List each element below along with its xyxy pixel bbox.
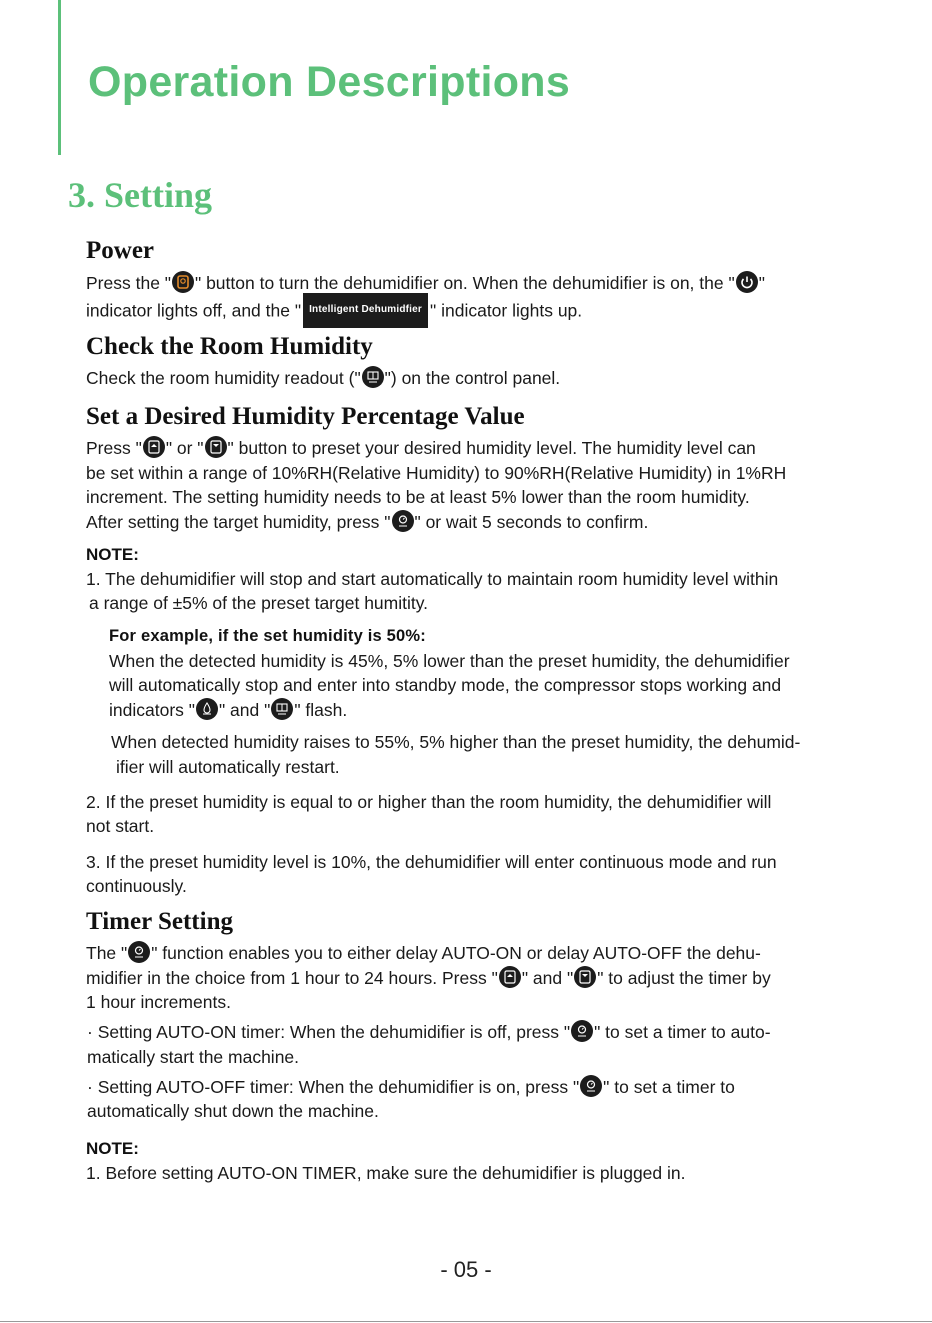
timer-line-3: 1 hour increments. xyxy=(86,992,231,1012)
power-line-1: Press the " " button to turn the dehumidifier on. When the dehumidifier is on, the " " xyxy=(86,273,765,293)
set-line-3: increment. The setting humidity needs to be at least 5% lower than the room humidity. xyxy=(86,487,750,507)
check-heading: Check the Room Humidity xyxy=(86,333,373,360)
page-title: Operation Descriptions xyxy=(88,58,571,106)
example-line-3: indicators " " and " " flash. xyxy=(109,700,348,720)
page-number: - 05 - xyxy=(440,1257,492,1282)
bottom-rule xyxy=(0,1321,932,1322)
power-indicator-icon xyxy=(736,271,758,293)
note-item-1-line-1: 1. The dehumidifier will stop and start automatically to maintain room humidity level within xyxy=(86,569,779,589)
timer-line-2: midifier in the choice from 1 hour to 24 hours. Press " " and " " to adjust the timer by xyxy=(86,968,771,988)
down-arrow-icon xyxy=(574,966,596,988)
note-item-1-line-2: a range of ±5% of the preset target humitity. xyxy=(89,593,429,613)
power-line-2: indicator lights off, and the " Intelligent Dehumidfier " indicator lights up. xyxy=(86,296,582,328)
set-line-2: be set within a range of 10%RH(Relative Humidity) to 90%RH(Relative Humidity) in 1%RH xyxy=(86,463,787,483)
timer-icon xyxy=(571,1020,593,1042)
note-2-item-1: 1. Before setting AUTO-ON TIMER, make sure the dehumidifier is plugged in. xyxy=(86,1163,686,1183)
note-item-2-line-1: 2. If the preset humidity is equal to or higher than the room humidity, the dehumidifier will xyxy=(86,792,772,812)
dehumidify-mode-icon xyxy=(196,698,218,720)
timer-line-1: The " " function enables you to either delay AUTO-ON or delay AUTO-OFF the dehu- xyxy=(86,943,761,963)
note-label-2: NOTE: xyxy=(86,1139,139,1158)
intelligent-dehumidifier-indicator: Intelligent Dehumidfier xyxy=(303,293,428,328)
note-label: NOTE: xyxy=(86,545,139,564)
example-line-2: will automatically stop and enter into standby mode, the compressor stops working and xyxy=(109,675,782,695)
example-line-5: ifier will automatically restart. xyxy=(116,757,340,777)
timer-icon xyxy=(392,510,414,532)
note-item-3-line-1: 3. If the preset humidity level is 10%, the dehumidifier will enter continuous mode and run xyxy=(86,852,777,872)
check-line: Check the room humidity readout (" ") on the control panel. xyxy=(86,368,561,388)
humidity-readout-icon xyxy=(362,366,384,388)
set-heading: Set a Desired Humidity Percentage Value xyxy=(86,403,525,430)
down-arrow-icon xyxy=(205,436,227,458)
auto-on-line-2: matically start the machine. xyxy=(87,1047,300,1067)
up-arrow-icon xyxy=(499,966,521,988)
example-line-4: When detected humidity raises to 55%, 5% higher than the preset humidity, the dehumid- xyxy=(111,732,801,752)
auto-on-line-1: · Setting AUTO-ON timer: When the dehumidifier is off, press " " to set a timer to auto- xyxy=(87,1022,771,1042)
section-title: 3. Setting xyxy=(68,175,212,215)
auto-off-line-1: · Setting AUTO-OFF timer: When the dehumidifier is on, press " " to set a timer to xyxy=(87,1077,735,1097)
example-line-1: When the detected humidity is 45%, 5% lower than the preset humidity, the dehumidifier xyxy=(109,651,790,671)
set-line-4: After setting the target humidity, press " " or wait 5 seconds to confirm. xyxy=(86,512,649,532)
auto-off-line-2: automatically shut down the machine. xyxy=(87,1101,379,1121)
timer-icon xyxy=(580,1075,602,1097)
set-line-1: Press " " or " " button to preset your desired humidity level. The humidity level can xyxy=(86,438,756,458)
note-item-3-line-2: continuously. xyxy=(86,876,187,896)
up-arrow-icon xyxy=(143,436,165,458)
timer-heading: Timer Setting xyxy=(86,908,233,935)
note-item-2-line-2: not start. xyxy=(86,816,155,836)
power-heading: Power xyxy=(86,237,155,264)
humidity-readout-icon xyxy=(271,698,293,720)
timer-icon xyxy=(128,941,150,963)
power-button-icon xyxy=(172,271,194,293)
example-label: For example, if the set humidity is 50%: xyxy=(109,627,426,645)
title-accent-bar xyxy=(58,0,61,155)
